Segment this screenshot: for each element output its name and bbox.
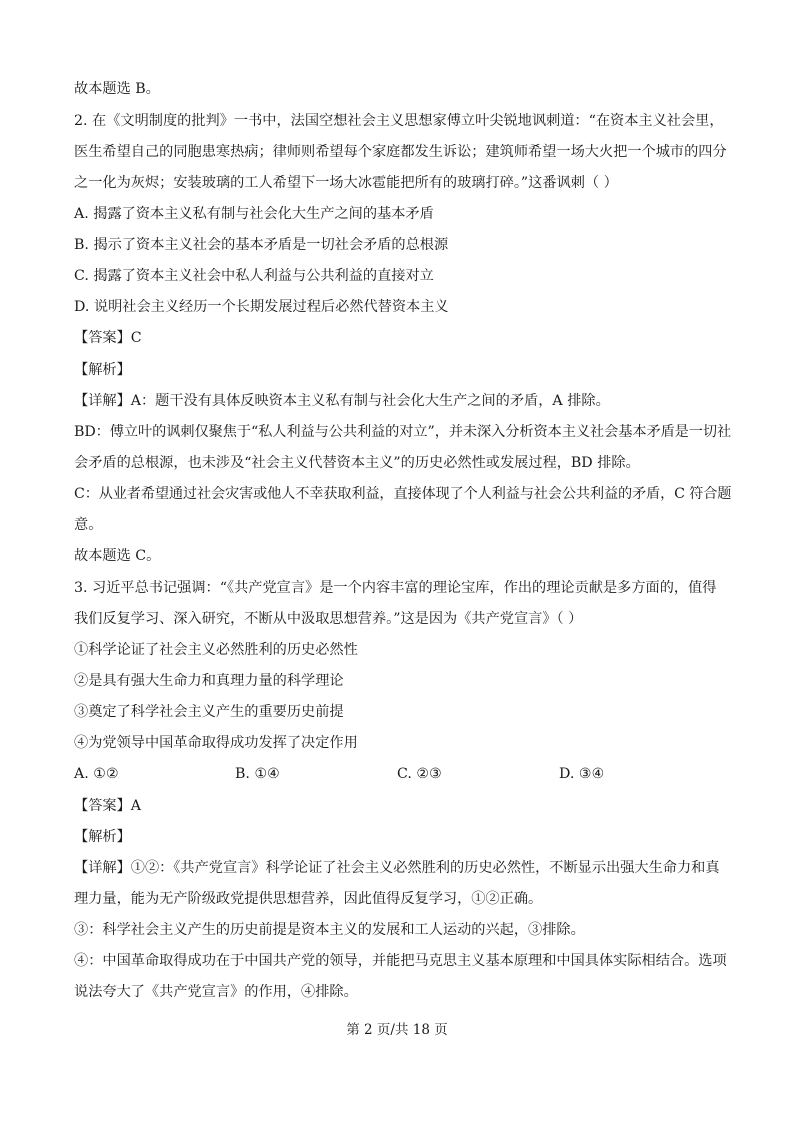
explanation-line: 【详解】①②：《共产党宣言》科学论证了社会主义必然胜利的历史必然性，不断显示出强大生命力和真 <box>74 860 720 876</box>
question-2-option-c: C. 揭露了资本主义社会中私人利益与公共利益的直接对立 <box>74 268 434 284</box>
question-2-option-a: A. 揭露了资本主义私有制与社会化大生产之间的基本矛盾 <box>74 206 434 222</box>
explanation-line: C：从业者希望通过社会灾害或他人不幸获取利益，直接体现了个人利益与社会公共利益的矛盾，C 符合题 <box>74 486 732 502</box>
statement-1: ①科学论证了社会主义必然胜利的历史必然性 <box>74 642 358 658</box>
answer-label: 【答案】C <box>74 330 142 346</box>
question-3-option-a: A. ①② <box>74 766 119 782</box>
analysis-label: 【解析】 <box>74 829 131 845</box>
explanation-line: 【详解】A：题干没有具体反映资本主义私有制与社会化大生产之间的矛盾，A 排除。 <box>74 393 610 409</box>
statement-4: ④为党领导中国革命取得成功发挥了决定作用 <box>74 735 358 751</box>
explanation-line: 会矛盾的总根源，也未涉及“社会主义代替资本主义”的历史必然性或发展过程，BD 排除。 <box>74 455 640 471</box>
question-3-option-d: D. ③④ <box>559 766 605 782</box>
question-3-stem: 3. 习近平总书记强调：“《共产党宣言》是一个内容丰富的理论宝库，作出的理论贡献是多方面的，值得 <box>74 580 717 596</box>
explanation-line: 意。 <box>74 517 103 533</box>
answer-label: 【答案】A <box>74 798 141 814</box>
question-2-stem: 之一化为灰烬；安装玻璃的工人希望下一场大冰雹能把所有的玻璃打碎。”这番讽刺（ ） <box>74 175 618 191</box>
question-2-option-b: B. 揭示了资本主义社会的基本矛盾是一切社会矛盾的总根源 <box>74 237 449 253</box>
question-3-option-c: C. ②③ <box>397 766 442 782</box>
question-2-stem: 2. 在《文明制度的批判》一书中，法国空想社会主义思想家傅立叶尖锐地讽刺道：“在资本主义社会里， <box>74 113 724 129</box>
question-2-stem: 医生希望自己的同胞患寒热病；律师则希望每个家庭都发生诉讼；建筑师希望一场大火把一个城市的四分 <box>74 144 727 160</box>
explanation-line: ③：科学社会主义产生的历史前提是资本主义的发展和工人运动的兴起，③排除。 <box>74 922 585 938</box>
explanation-line: BD：傅立叶的讽刺仅聚焦于“私人利益与公共利益的对立”，并未深入分析资本主义社会基本矛盾是一切社 <box>74 424 732 440</box>
explanation-line: 理力量，能为无产阶级政党提供思想营养，因此值得反复学习，①②正确。 <box>74 891 543 907</box>
explanation-line: 说法夸大了《共产党宣言》的作用，④排除。 <box>74 984 358 1000</box>
text-line: 故本题选 B。 <box>74 81 160 97</box>
question-3-options <box>74 764 734 784</box>
question-2-option-d: D. 说明社会主义经历一个长期发展过程后必然代替资本主义 <box>74 299 449 315</box>
question-3-option-b: B. ①④ <box>235 766 280 782</box>
explanation-line: ④：中国革命取得成功在于中国共产党的领导，并能把马克思主义基本原理和中国具体实际相结合。选项 <box>74 953 727 969</box>
statement-2: ②是具有强大生命力和真理力量的科学理论 <box>74 673 344 689</box>
statement-3: ③奠定了科学社会主义产生的重要历史前提 <box>74 704 344 720</box>
text-line: 故本题选 C。 <box>74 548 161 564</box>
page-number-footer: 第 2 页/共 18 页 <box>346 1022 448 1038</box>
analysis-label: 【解析】 <box>74 362 131 378</box>
question-3-stem: 我们反复学习、深入研究，不断从中汲取思想营养。”这是因为《共产党宣言》（ ） <box>74 611 583 627</box>
